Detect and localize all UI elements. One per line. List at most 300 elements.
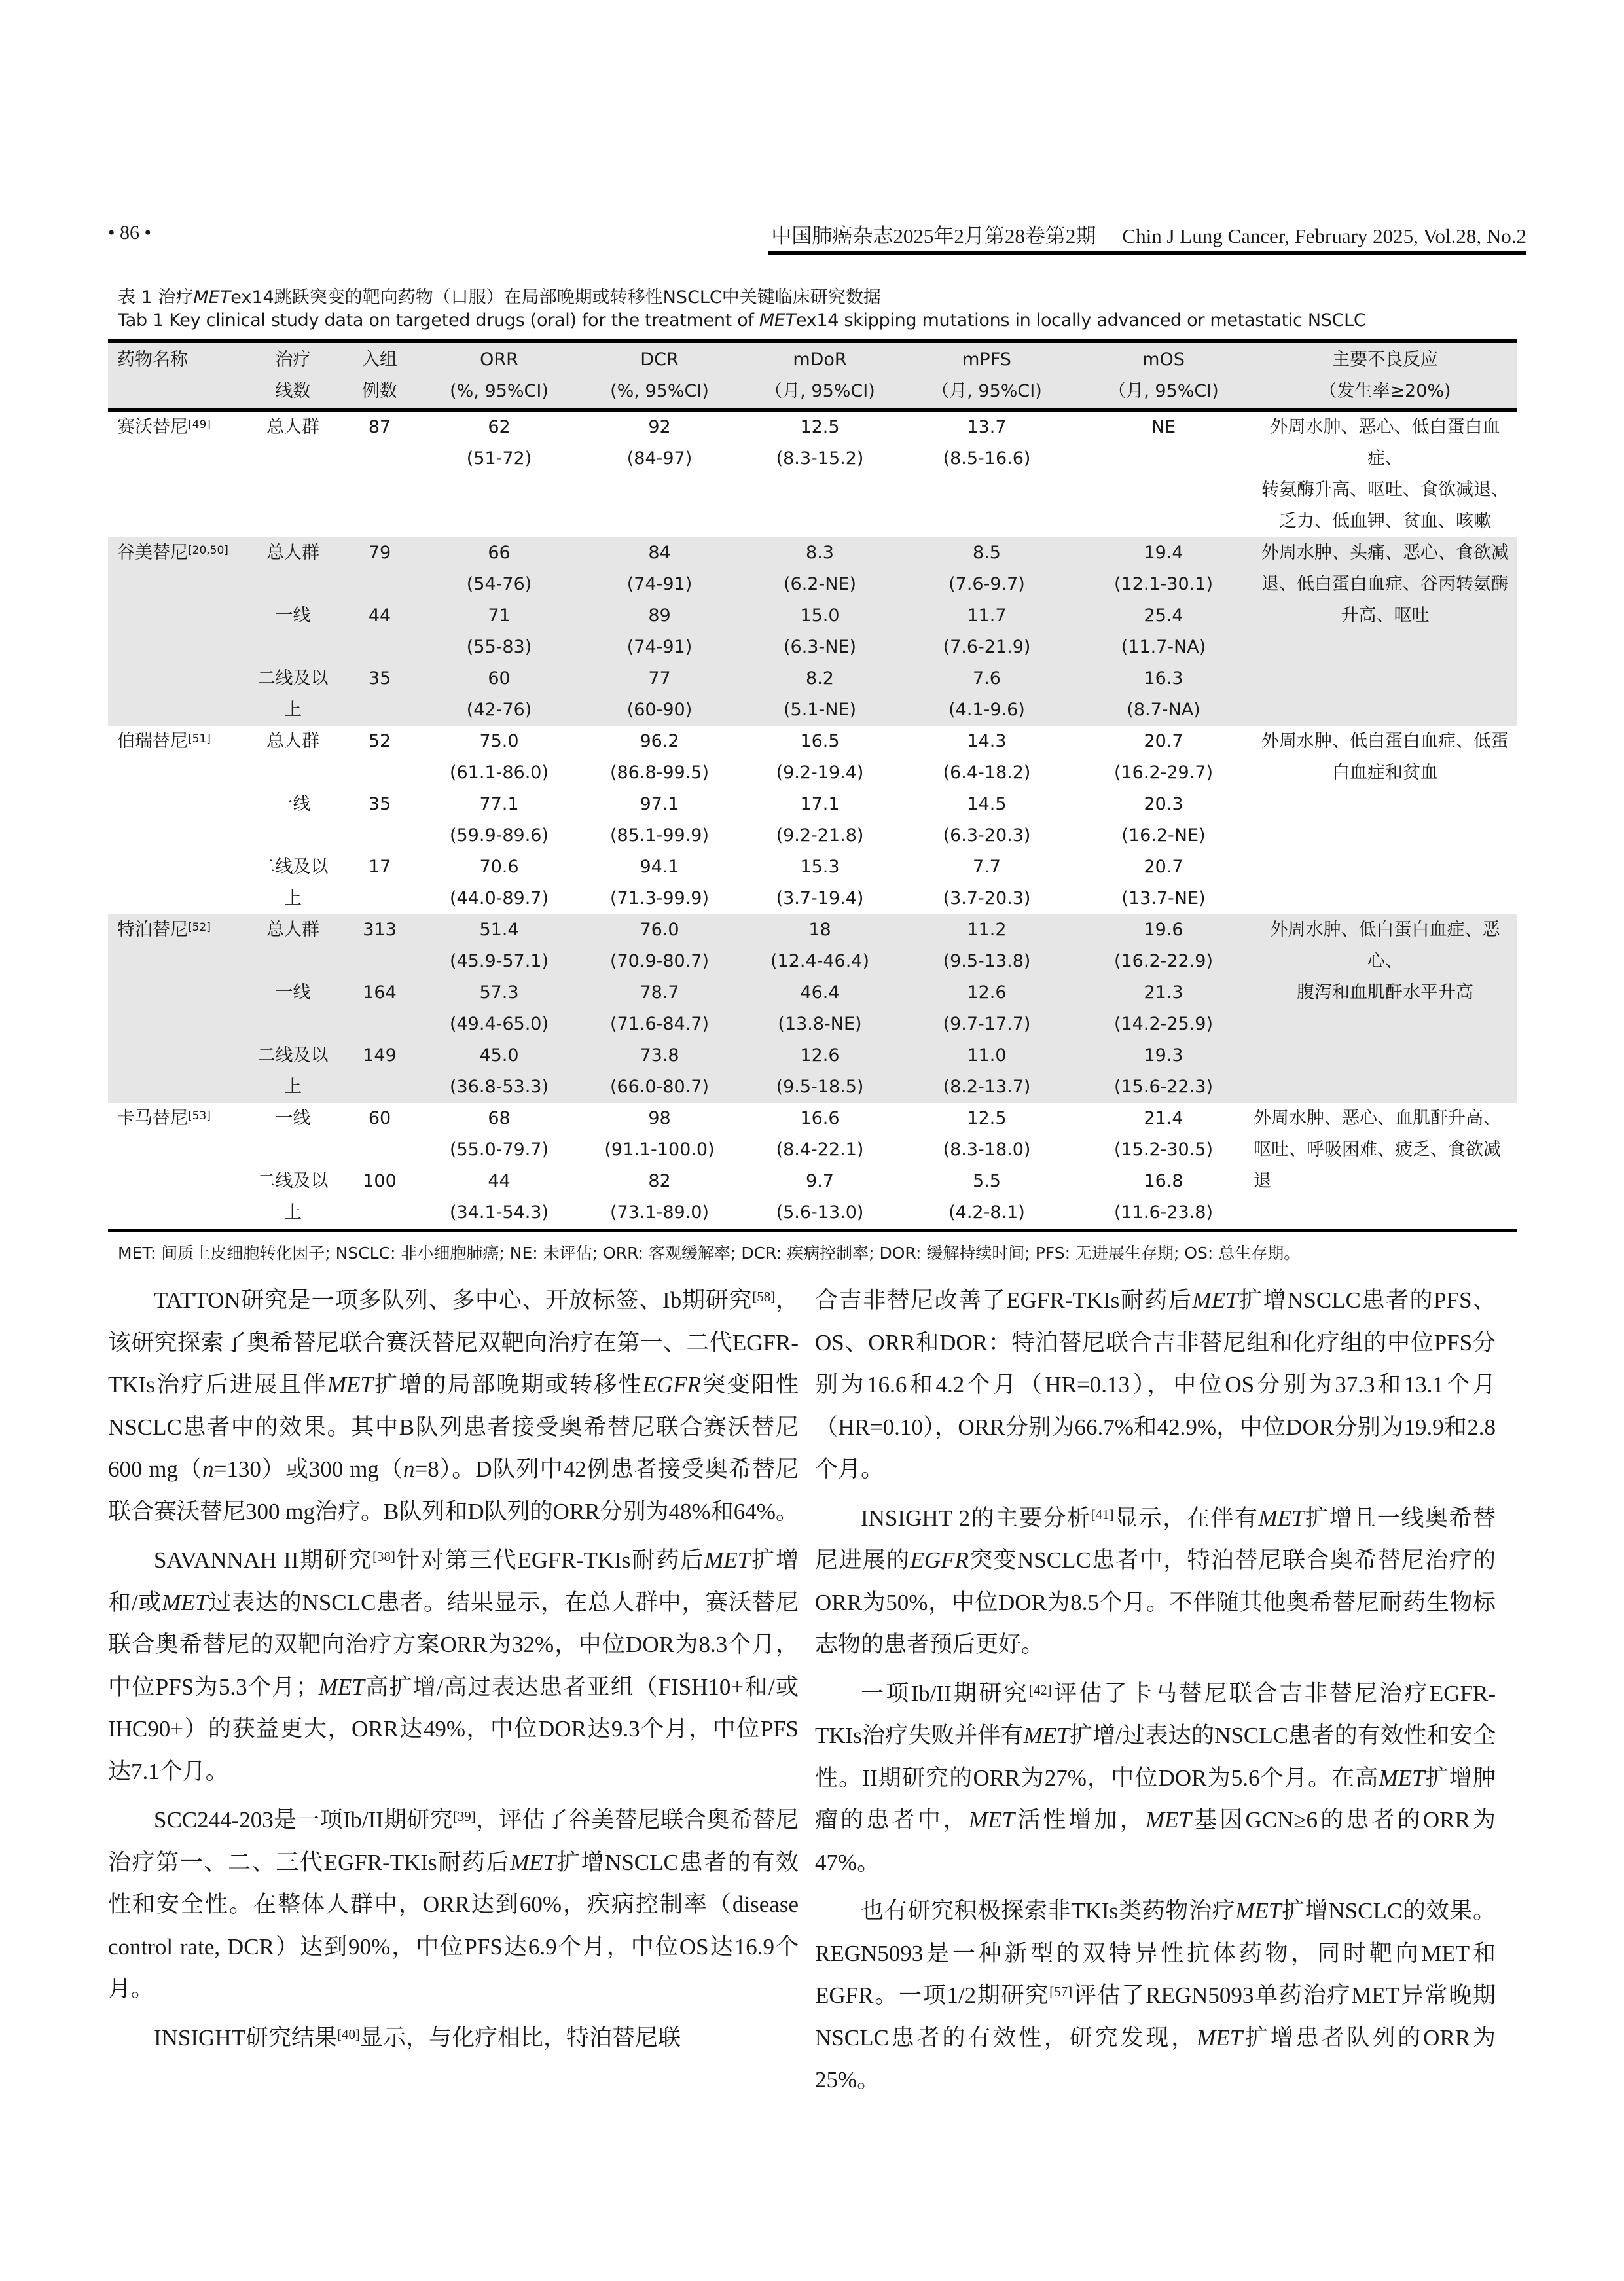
mpfs-ci: (9.7-17.7) (943, 1014, 1031, 1034)
dcr-cell (579, 600, 740, 663)
dcr-value: 77 (648, 668, 671, 689)
mdor-value: 8.2 (806, 668, 834, 689)
dcr-ci: (85.1-99.9) (609, 825, 710, 846)
header-cell (1254, 341, 1517, 410)
enrolled-count-cell (340, 663, 419, 726)
text-run: SCC244-203是一项Ib/II期研究 (154, 1807, 453, 1833)
mpfs-cell (900, 663, 1074, 726)
mos-ci: (14.2-25.9) (1113, 1014, 1214, 1034)
treatment-line: 一线 (275, 605, 311, 626)
orr-ci: (51-72) (466, 448, 532, 469)
citation: [42] (1028, 1681, 1052, 1698)
text-run: INSIGHT 2的主要分析 (861, 1505, 1091, 1531)
mos-ci: (11.6-23.8) (1113, 1202, 1214, 1223)
treatment-line: 一线 (275, 1108, 311, 1128)
text-run: 一项Ib/II期研究 (861, 1680, 1029, 1706)
dcr-cell (579, 977, 740, 1040)
text-run: =8）。D队列中42例患者接受奥希替尼联合赛沃替尼300 mg治疗。B队列和D队列的ORR分别为48%和64%。 (108, 1456, 799, 1524)
drug-name (117, 914, 245, 946)
table-footnote: MET: 间质上皮细胞转化因子; NSCLC: 非小细胞肺癌; NE: 未评估; ORR: 客观缓解率; DCR: 疾病控制率; DOR: 缓解持续时间; PFS: 无进展生存期; OS: 总生存期。 (118, 1244, 1301, 1263)
drug-name (117, 1103, 245, 1134)
dcr-ci: (70.9-80.7) (609, 951, 710, 971)
orr-ci: (45.9-57.1) (449, 951, 549, 971)
mdor-cell (740, 914, 900, 977)
mdor-value: 16.5 (800, 731, 840, 751)
mos-cell (1074, 1040, 1254, 1103)
mdor-ci: (6.3-NE) (783, 637, 856, 657)
paragraph (108, 1799, 799, 2011)
mos-cell (1074, 537, 1254, 600)
table-row (108, 1103, 1517, 1166)
mdor-cell (740, 1166, 900, 1230)
dcr-value: 76.0 (640, 920, 679, 940)
paragraph (108, 1280, 799, 1533)
text-run: 也有研究积极探索非TKIs类药物治疗 (861, 1898, 1236, 1924)
dcr-cell (579, 1040, 740, 1103)
mdor-value: 9.7 (806, 1171, 834, 1191)
mpfs-value: 7.7 (973, 857, 1001, 877)
mdor-cell (740, 1040, 900, 1103)
mpfs-value: 12.6 (967, 982, 1007, 1003)
orr-value: 62 (488, 417, 511, 437)
mdor-value: 17.1 (800, 794, 840, 814)
dcr-ci: (91.1-100.0) (604, 1140, 715, 1160)
orr-value: 60 (488, 668, 511, 689)
mpfs-cell (900, 914, 1074, 977)
mdor-ci: (6.2-NE) (783, 574, 856, 594)
text-run: 评估了卡马替尼联合吉非替尼治疗EGFR-TKIs治疗失败并伴有 (815, 1680, 1496, 1748)
mpfs-cell (900, 1166, 1074, 1230)
citation: [38] (372, 1549, 395, 1564)
text-run: 活性增加， (1014, 1807, 1146, 1833)
mos-value: 20.7 (1144, 731, 1183, 751)
header-cell (740, 341, 900, 410)
italic-term: MET (1258, 1505, 1305, 1531)
paragraph (815, 1890, 1496, 2102)
treatment-line-cell (245, 914, 340, 977)
header-line-2: （月, 95%CI) (765, 381, 875, 401)
mdor-cell (740, 663, 900, 726)
mdor-cell (740, 537, 900, 600)
text-run: 显示，与化疗相比，特泊替尼联 (359, 2024, 681, 2051)
adverse-reactions-cell (1254, 410, 1517, 538)
italic-term: n (403, 1456, 415, 1482)
orr-value: 77.1 (479, 794, 519, 814)
mpfs-ci: (8.5-16.6) (943, 448, 1031, 469)
mdor-ci: (5.6-13.0) (776, 1202, 864, 1223)
text-run: 高扩增/高过表达患者亚组（FISH10+和/或IHC90+）的获益更大，ORR达49%，中位DOR达9.3个月，中位PFS达7.1个月。 (108, 1674, 799, 1784)
orr-cell (419, 726, 579, 789)
dcr-value: 92 (648, 417, 671, 437)
drug-name (117, 537, 245, 569)
orr-ci: (42-76) (466, 700, 532, 720)
treatment-line-cell (245, 1166, 340, 1230)
treatment-line-cell (245, 600, 340, 663)
italic-term: EGFR (642, 1372, 702, 1397)
citation: [39] (452, 1808, 476, 1824)
clinical-data-table (108, 339, 1517, 1232)
header-line-1: 药物名称 (117, 350, 188, 370)
mos-cell (1074, 726, 1254, 789)
dcr-cell (579, 663, 740, 726)
text-run: ，评估了谷美替尼联合奥希替尼治疗第一、二、三代EGFR-TKIs耐药后 (108, 1807, 799, 1875)
caption-cn-pre: 表 1 治疗 (118, 287, 194, 308)
caption-en-gene: MET (759, 310, 796, 331)
mdor-value: 16.6 (800, 1108, 840, 1128)
orr-value: 45.0 (479, 1045, 519, 1066)
enrolled-count: 100 (363, 1171, 397, 1191)
enrolled-count: 313 (363, 920, 397, 940)
orr-value: 71 (488, 605, 511, 626)
header-line-2 (117, 376, 245, 407)
orr-value: 68 (488, 1108, 511, 1128)
header-line-1: mOS (1142, 350, 1185, 370)
dcr-value: 94.1 (640, 857, 679, 877)
enrolled-count-cell (340, 789, 419, 852)
drug-name-cell (108, 914, 245, 1103)
text-run: ，该研究探索了奥希替尼联合赛沃替尼双靶向治疗在第一、二代EGFR-TKIs治疗后进展且伴 (108, 1287, 799, 1397)
dcr-ci: (66.0-80.7) (609, 1077, 710, 1097)
orr-cell (419, 537, 579, 600)
mpfs-ci: (4.1-9.6) (948, 700, 1025, 720)
text-run: 突变阳性NSCLC患者中的效果。其中B队列患者接受奥希替尼联合赛沃替尼600 mg（ (108, 1372, 799, 1482)
treatment-line: 总人群 (266, 417, 319, 437)
header-cell (900, 341, 1074, 410)
text-run: 针对第三代EGFR-TKIs耐药后 (395, 1547, 705, 1573)
dcr-ci: (84-97) (626, 448, 693, 469)
header-line-2: （发生率≥20%) (1319, 381, 1451, 401)
mpfs-cell (900, 977, 1074, 1040)
mdor-value: 12.6 (800, 1045, 840, 1066)
dcr-value: 84 (648, 543, 671, 563)
italic-term: MET (704, 1547, 751, 1573)
dcr-ci: (73.1-89.0) (609, 1202, 710, 1223)
mdor-ci: (9.2-19.4) (776, 763, 864, 783)
text-run: 显示，在伴有 (1113, 1505, 1259, 1531)
mpfs-value: 7.6 (973, 668, 1001, 689)
mos-cell (1074, 1103, 1254, 1166)
mos-cell (1074, 600, 1254, 663)
dcr-value: 96.2 (640, 731, 679, 751)
italic-term: MET (1145, 1807, 1191, 1833)
treatment-line: 上 (284, 1077, 302, 1097)
orr-ci: (55.0-79.7) (449, 1140, 549, 1160)
mpfs-cell (900, 600, 1074, 663)
enrolled-count: 87 (368, 417, 391, 437)
orr-ci: (44.0-89.7) (449, 888, 549, 908)
enrolled-count: 35 (368, 668, 391, 689)
dcr-value: 73.8 (640, 1045, 679, 1066)
mos-value: 16.8 (1144, 1171, 1183, 1191)
mdor-value: 18 (808, 920, 831, 940)
dcr-value: 82 (648, 1171, 671, 1191)
mpfs-cell (900, 537, 1074, 600)
caption-cn-gene: MET (193, 287, 231, 308)
treatment-line-cell (245, 1103, 340, 1166)
dcr-value: 98 (648, 1108, 671, 1128)
table-row (108, 537, 1517, 600)
body-column-right (815, 1280, 1496, 2102)
header-line-2: (%, 95%CI) (450, 381, 549, 401)
drug-name-cell (108, 410, 245, 538)
dcr-value: 89 (648, 605, 671, 626)
orr-value: 75.0 (479, 731, 519, 751)
paragraph (815, 1498, 1496, 1666)
header-line-1: 入组 (362, 350, 397, 370)
mos-ci: (16.2-29.7) (1113, 763, 1214, 783)
header-cell (245, 341, 340, 410)
header-cell (1074, 341, 1254, 410)
dcr-cell (579, 726, 740, 789)
header-line-1: DCR (640, 350, 679, 370)
mdor-cell (740, 789, 900, 852)
enrolled-count: 60 (368, 1108, 391, 1128)
mos-cell (1074, 1166, 1254, 1230)
header-line-2: （月, 95%CI) (931, 381, 1042, 401)
dcr-cell (579, 537, 740, 600)
drug-name-cell (108, 1103, 245, 1230)
reference-mark: [49] (188, 418, 211, 431)
mpfs-value: 5.5 (973, 1171, 1001, 1191)
text-run: 扩增患者队列的ORR为25%。 (815, 2024, 1496, 2092)
mpfs-ci: (7.6-9.7) (948, 574, 1025, 594)
orr-cell (419, 1040, 579, 1103)
mdor-cell (740, 852, 900, 914)
adverse-reaction-line: 外周水肿、恶心、低白蛋白血症、 (1270, 417, 1500, 469)
treatment-line-cell (245, 726, 340, 789)
mdor-value: 46.4 (800, 982, 840, 1003)
adverse-reaction-line: 退、低白蛋白血症、谷丙转氨酶 (1261, 574, 1509, 594)
text-run: 突变NSCLC患者中，特泊替尼联合奥希替尼治疗的ORR为50%，中位DOR为8.5个月。不伴随其他奥希替尼耐药生物标志物的患者预后更好。 (815, 1547, 1496, 1657)
treatment-line: 二线及以 (257, 1045, 329, 1066)
adverse-reaction-line: 外周水肿、低白蛋白血症、恶心、 (1270, 920, 1500, 971)
table-row (108, 914, 1517, 977)
italic-term: MET (318, 1674, 365, 1700)
caption-en-post: ex14 skipping mutations in locally advanced or metastatic NSCLC (795, 310, 1366, 331)
orr-ci: (54-76) (466, 574, 532, 594)
enrolled-count: 44 (368, 605, 391, 626)
citation: [58] (752, 1289, 776, 1304)
dcr-ci: (74-91) (626, 574, 693, 594)
reference-mark: [52] (188, 921, 211, 934)
mpfs-cell (900, 1040, 1074, 1103)
drug-name-text: 特泊替尼 (117, 920, 188, 940)
orr-ci: (36.8-53.3) (449, 1077, 549, 1097)
drug-name-text: 卡马替尼 (117, 1108, 188, 1128)
dcr-ci: (71.3-99.9) (609, 888, 710, 908)
header-line-2: 线数 (275, 381, 311, 401)
paragraph (815, 1280, 1496, 1491)
enrolled-count-cell (340, 852, 419, 914)
text-run: 扩增肿瘤的患者中， (815, 1765, 1496, 1833)
italic-term: MET (968, 1807, 1015, 1833)
treatment-line-cell (245, 852, 340, 914)
mpfs-value: 14.3 (967, 731, 1007, 751)
header-line-1: mPFS (962, 350, 1011, 370)
mos-cell (1074, 410, 1254, 538)
text-run: 过表达的NSCLC患者。结果显示，在总人群中，赛沃替尼联合奥希替尼的双靶向治疗方案ORR为32%，中位DOR为8.3个月，中位PFS为5.3个月； (108, 1589, 799, 1700)
header-line-2: 例数 (362, 381, 397, 401)
mdor-cell (740, 410, 900, 538)
adverse-reaction-line: 呕吐、呼吸困难、疲乏、食欲减 (1254, 1140, 1501, 1160)
citation: [40] (336, 2026, 360, 2042)
header-cell (419, 341, 579, 410)
drug-name-text: 赛沃替尼 (117, 417, 188, 437)
header-cell (108, 341, 245, 410)
italic-term: MET (1023, 1723, 1070, 1748)
header-line-1: ORR (480, 350, 518, 370)
orr-value: 44 (488, 1171, 511, 1191)
dcr-value: 78.7 (640, 982, 679, 1003)
mdor-ci: (5.1-NE) (783, 700, 856, 720)
orr-value: 66 (488, 543, 511, 563)
orr-ci: (55-83) (466, 637, 532, 657)
mos-cell (1074, 977, 1254, 1040)
dcr-cell (579, 789, 740, 852)
mos-value: 19.3 (1144, 1045, 1183, 1066)
drug-name (117, 726, 245, 757)
mdor-ci: (9.2-21.8) (776, 825, 864, 846)
dcr-ci: (74-91) (626, 637, 693, 657)
orr-cell (419, 852, 579, 914)
adverse-reaction-line: 转氨酶升高、呕吐、食欲减退、 (1261, 480, 1509, 500)
mos-ci: (13.7-NE) (1121, 888, 1206, 908)
adverse-reaction-line: 外周水肿、恶心、血肌酐升高、 (1254, 1108, 1501, 1128)
text-run: TATTON研究是一项多队列、多中心、开放标签、Ib期研究 (154, 1287, 753, 1313)
enrolled-count-cell (340, 1166, 419, 1230)
mdor-cell (740, 1103, 900, 1166)
mpfs-ci: (9.5-13.8) (943, 951, 1031, 971)
treatment-line-cell (245, 663, 340, 726)
text-run: 扩增/过表达的NSCLC患者的有效性和安全性。II期研究的ORR为27%，中位DOR为5.6个月。在高 (815, 1723, 1496, 1791)
mos-ci: (11.7-NA) (1121, 637, 1206, 657)
header-line-2: (%, 95%CI) (610, 381, 709, 401)
orr-value: 57.3 (479, 982, 519, 1003)
enrolled-count-cell (340, 1103, 419, 1166)
mpfs-cell (900, 410, 1074, 538)
dcr-cell (579, 1166, 740, 1230)
text-run: 扩增且一线奥希替尼进展的 (815, 1505, 1496, 1573)
text-run: 扩增NSCLC患者的PFS、OS、ORR和DOR：特泊替尼联合吉非替尼组和化疗组的中位PFS分别为16.6和4.2个月（HR=0.13），中位OS分别为37.3和13.1个月（HR=0.10），ORR分别为66.7%和42.9%，中位DOR分别为19.9和2.8个月。 (815, 1287, 1496, 1482)
enrolled-count-cell (340, 410, 419, 538)
page-number: • 86 • (108, 222, 152, 243)
dcr-cell (579, 1103, 740, 1166)
dcr-cell (579, 410, 740, 538)
italic-term: MET (1197, 2024, 1243, 2051)
mos-ci (1074, 443, 1254, 475)
paragraph (108, 2017, 799, 2060)
adverse-reaction-line: 升高、呕吐 (1341, 605, 1430, 626)
adverse-reactions-cell (1254, 726, 1517, 914)
orr-value: 51.4 (479, 920, 519, 940)
text-run: SAVANNAH II期研究 (154, 1547, 372, 1573)
italic-term: MET (327, 1372, 373, 1397)
mdor-ci: (3.7-19.4) (776, 888, 864, 908)
treatment-line: 一线 (275, 982, 311, 1003)
mpfs-cell (900, 789, 1074, 852)
mos-value: 21.3 (1144, 982, 1183, 1003)
page-header (108, 219, 1526, 252)
enrolled-count: 79 (368, 543, 391, 563)
mdor-ci: (8.4-22.1) (776, 1140, 864, 1160)
text-run: 扩增和/或 (108, 1547, 799, 1615)
enrolled-count: 149 (363, 1045, 397, 1066)
mdor-ci: (8.3-15.2) (776, 448, 864, 469)
mdor-cell (740, 977, 900, 1040)
enrolled-count-cell (340, 914, 419, 977)
adverse-reaction-line: 白血症和贫血 (1332, 763, 1438, 783)
adverse-reactions-cell (1254, 914, 1517, 1103)
journal-title-cn: 中国肺癌杂志2025年2月第28卷第2期 (771, 225, 1096, 247)
italic-term: n (202, 1456, 214, 1482)
header-cell (340, 341, 419, 410)
mpfs-ci: (4.2-8.1) (948, 1202, 1025, 1223)
orr-cell (419, 663, 579, 726)
orr-ci: (34.1-54.3) (449, 1202, 549, 1223)
treatment-line: 上 (284, 888, 302, 908)
orr-cell (419, 914, 579, 977)
text-run: INSIGHT研究结果 (154, 2024, 337, 2051)
orr-cell (419, 1166, 579, 1230)
mdor-ci: (13.8-NE) (778, 1014, 862, 1034)
enrolled-count: 52 (368, 731, 391, 751)
drug-name (117, 412, 245, 443)
mos-value: NE (1151, 417, 1176, 437)
mdor-ci: (12.4-46.4) (770, 951, 870, 971)
mos-ci: (12.1-30.1) (1113, 574, 1214, 594)
orr-value: 70.6 (479, 857, 519, 877)
mpfs-value: 11.7 (967, 605, 1007, 626)
body-column-left (108, 1280, 799, 2059)
mos-ci: (15.6-22.3) (1113, 1077, 1214, 1097)
text-run: 基因GCN≥6的患者的ORR为47%。 (815, 1807, 1496, 1875)
treatment-line: 上 (284, 700, 302, 720)
orr-cell (419, 410, 579, 538)
dcr-ci: (60-90) (626, 700, 693, 720)
mdor-value: 12.5 (800, 417, 840, 437)
treatment-line-cell (245, 410, 340, 538)
mos-value: 19.4 (1144, 543, 1183, 563)
mos-cell (1074, 852, 1254, 914)
mdor-ci: (9.5-18.5) (776, 1077, 864, 1097)
dcr-cell (579, 914, 740, 977)
drug-name-text: 谷美替尼 (117, 543, 188, 563)
mos-ci: (15.2-30.5) (1113, 1140, 1214, 1160)
treatment-line: 二线及以 (257, 857, 329, 877)
orr-cell (419, 789, 579, 852)
caption-cn-post: ex14跳跃突变的靶向药物（口服）在局部晚期或转移性NSCLC中关键临床研究数据 (230, 287, 881, 308)
running-head (768, 219, 1526, 255)
text-run: 合吉非替尼改善了EGFR-TKIs耐药后 (815, 1287, 1193, 1313)
mpfs-ci: (6.4-18.2) (943, 763, 1031, 783)
mpfs-value: 8.5 (973, 543, 1001, 563)
header-line-1: mDoR (793, 350, 847, 370)
mpfs-value: 11.0 (967, 1045, 1007, 1066)
drug-name-cell (108, 537, 245, 726)
table-caption-cn (118, 283, 881, 308)
table-caption-en (118, 310, 1365, 331)
enrolled-count: 164 (363, 982, 397, 1003)
italic-term: EGFR (910, 1547, 969, 1573)
adverse-reaction-line: 腹泻和血肌酐水平升高 (1297, 982, 1473, 1003)
text-run: =130）或300 mg（ (213, 1456, 403, 1482)
enrolled-count-cell (340, 600, 419, 663)
italic-term: MET (1379, 1765, 1425, 1791)
mpfs-value: 13.7 (967, 417, 1007, 437)
mos-cell (1074, 663, 1254, 726)
enrolled-count-cell (340, 1040, 419, 1103)
reference-mark: [20,50] (188, 544, 228, 557)
